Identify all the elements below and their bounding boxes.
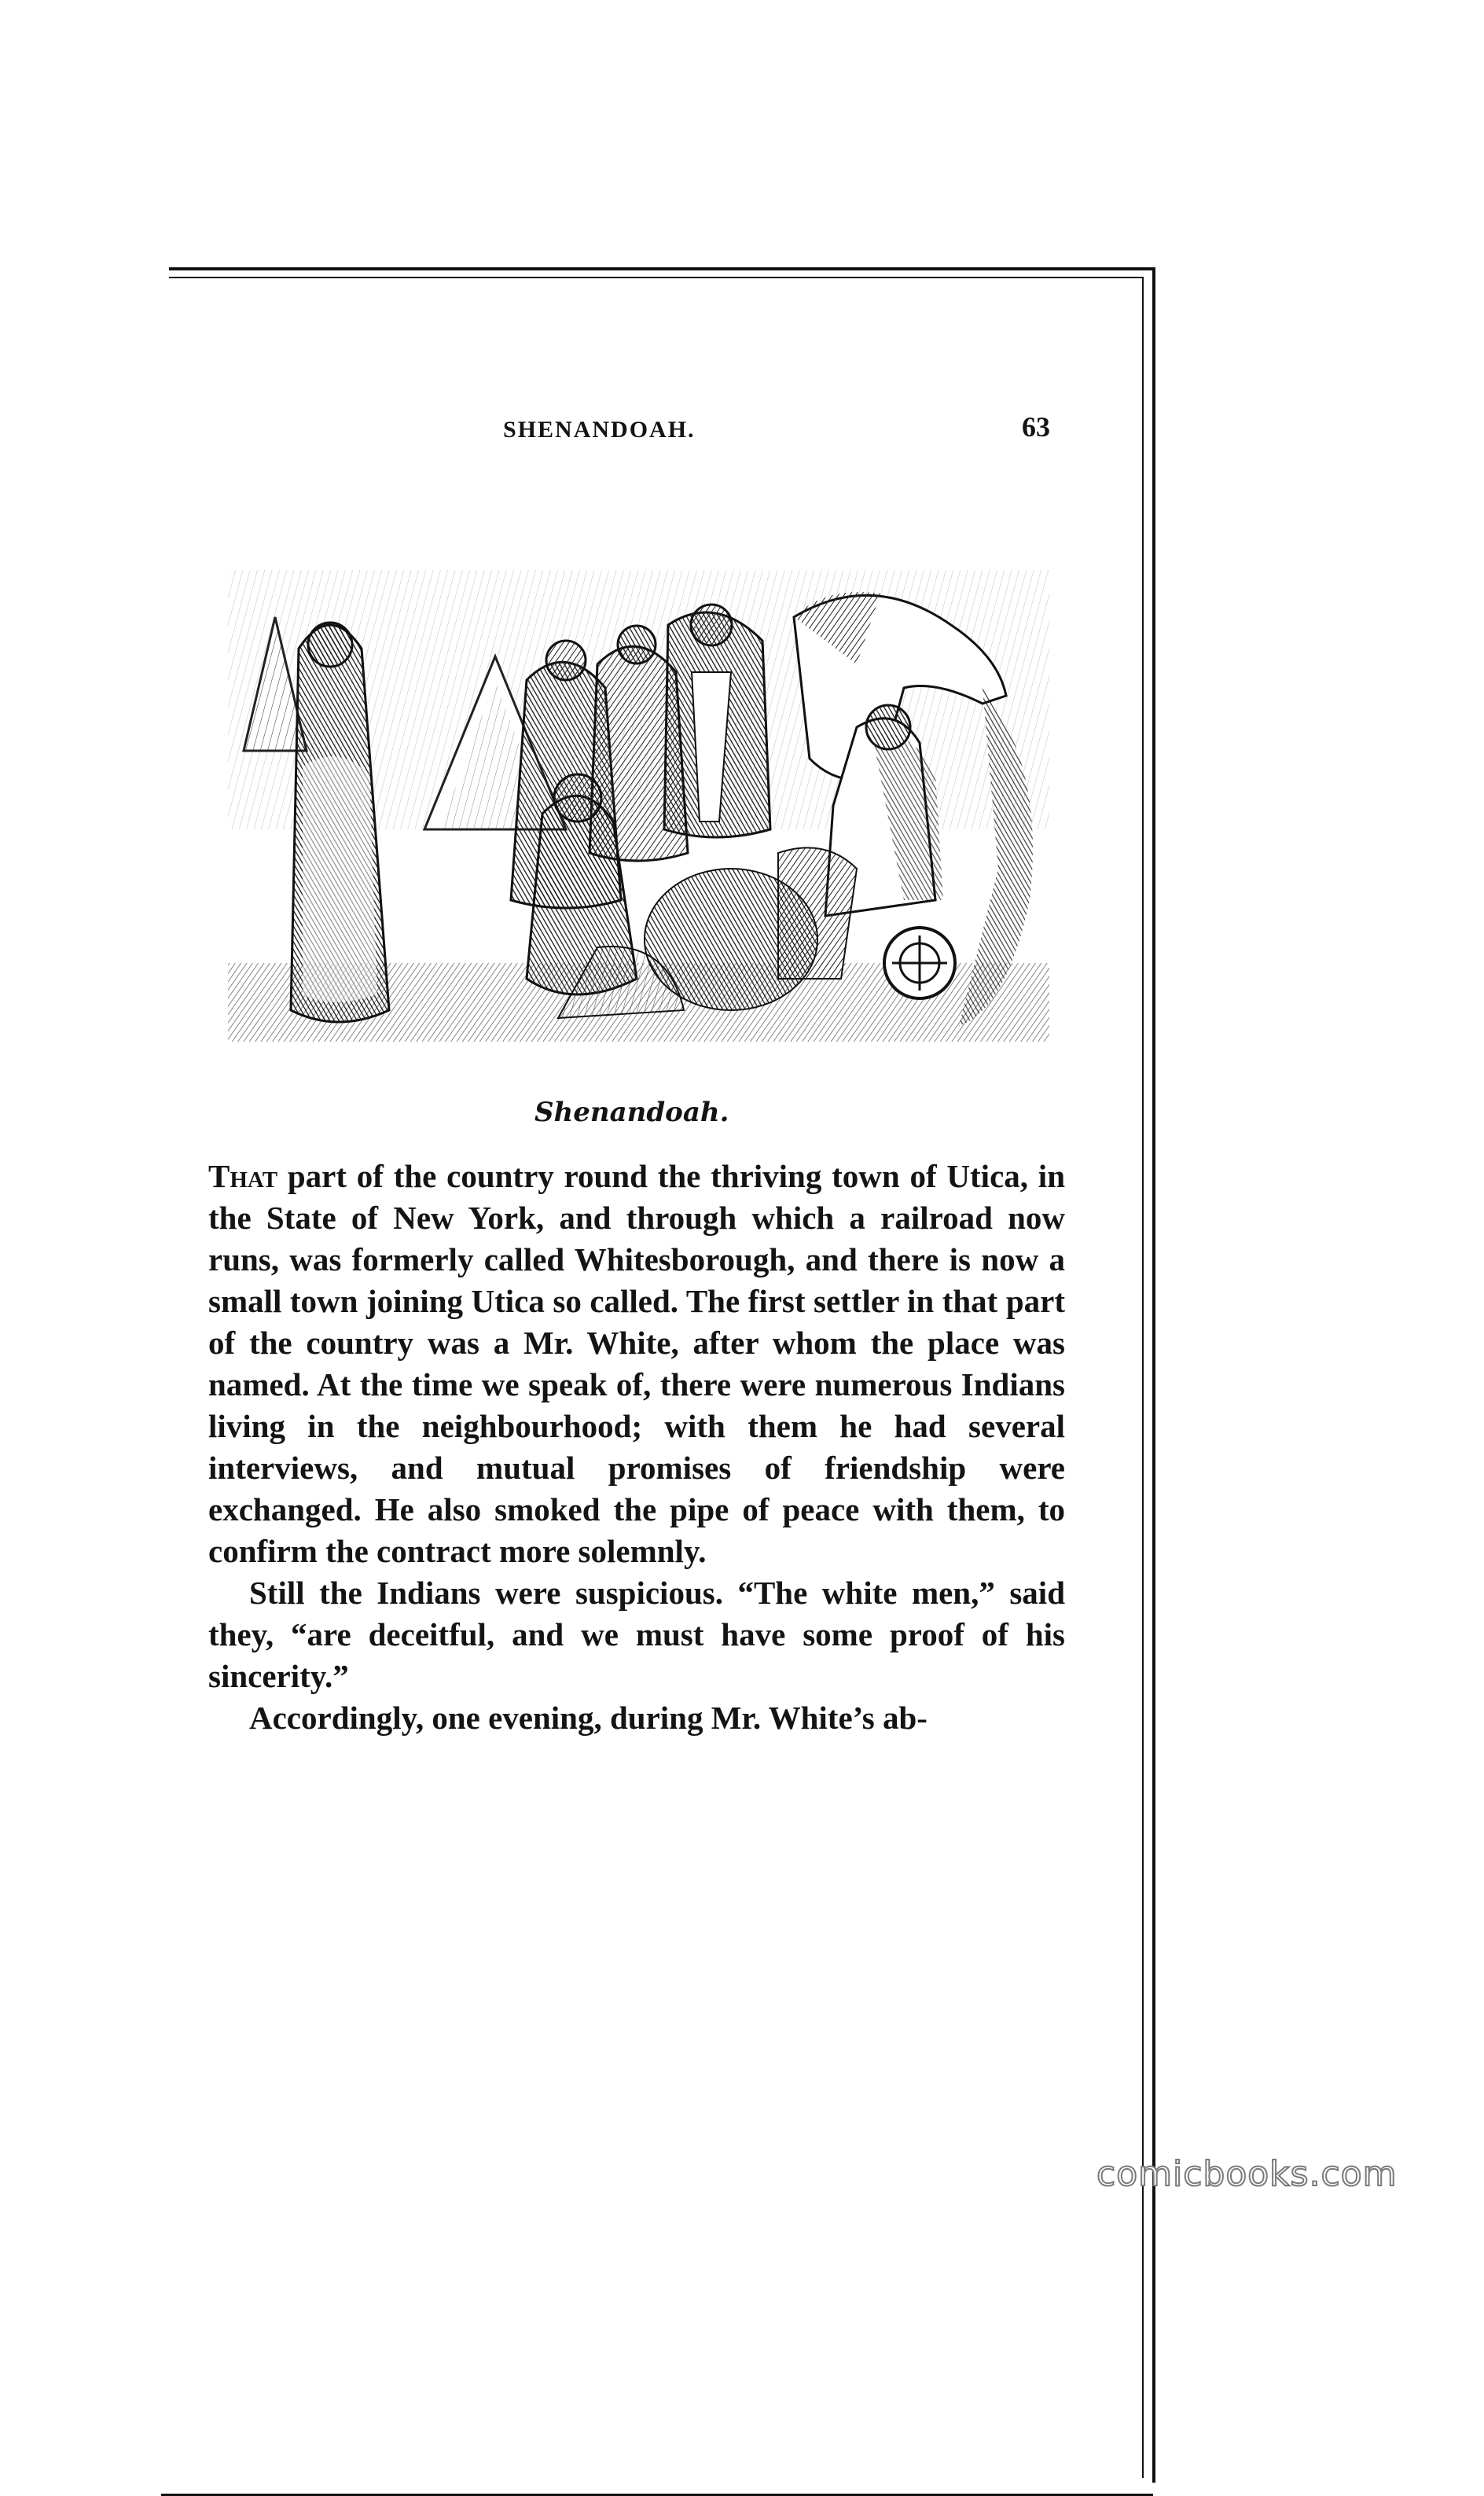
engraving-illustration	[228, 570, 1049, 1042]
paragraph-1-lead: That	[208, 1158, 278, 1194]
frame-top-line	[169, 267, 1155, 270]
frame-right-line	[1152, 267, 1155, 2483]
watermark: comicbooks.com	[1096, 2154, 1398, 2194]
paragraph-2: Still the Indians were suspicious. “The white men,” said they, “are deceitful, and we must have some proof of his sincerity.”	[208, 1575, 1065, 1694]
frame-right-inner-line	[1142, 277, 1144, 2478]
running-head: SHENANDOAH.	[503, 417, 696, 443]
frame-top-inner-line	[169, 277, 1144, 278]
illustration-caption: Shenandoah.	[534, 1097, 729, 1128]
page-number: 63	[1022, 411, 1050, 443]
paragraph-1-text: part of the country round the thriving town of Utica, in the State of New York, and through which a railroad now runs, was formerly called Whitesborough, and there is now a small town joining Utica so called. The first settler in that part of the country was a Mr. White, after whom the place was named. At the time we speak of, there were numerous Indians living in the neighbourhood; with them he had several interviews, and mutual promises of friendship were exchanged. He also smoked the pipe of peace with them, to confirm the contract more solemnly.	[208, 1158, 1065, 1569]
paragraph-3: Accordingly, one evening, during Mr. White’s ab-	[249, 1700, 928, 1736]
paragraph-1	[208, 1156, 1065, 1572]
body-text	[208, 1156, 1065, 1739]
